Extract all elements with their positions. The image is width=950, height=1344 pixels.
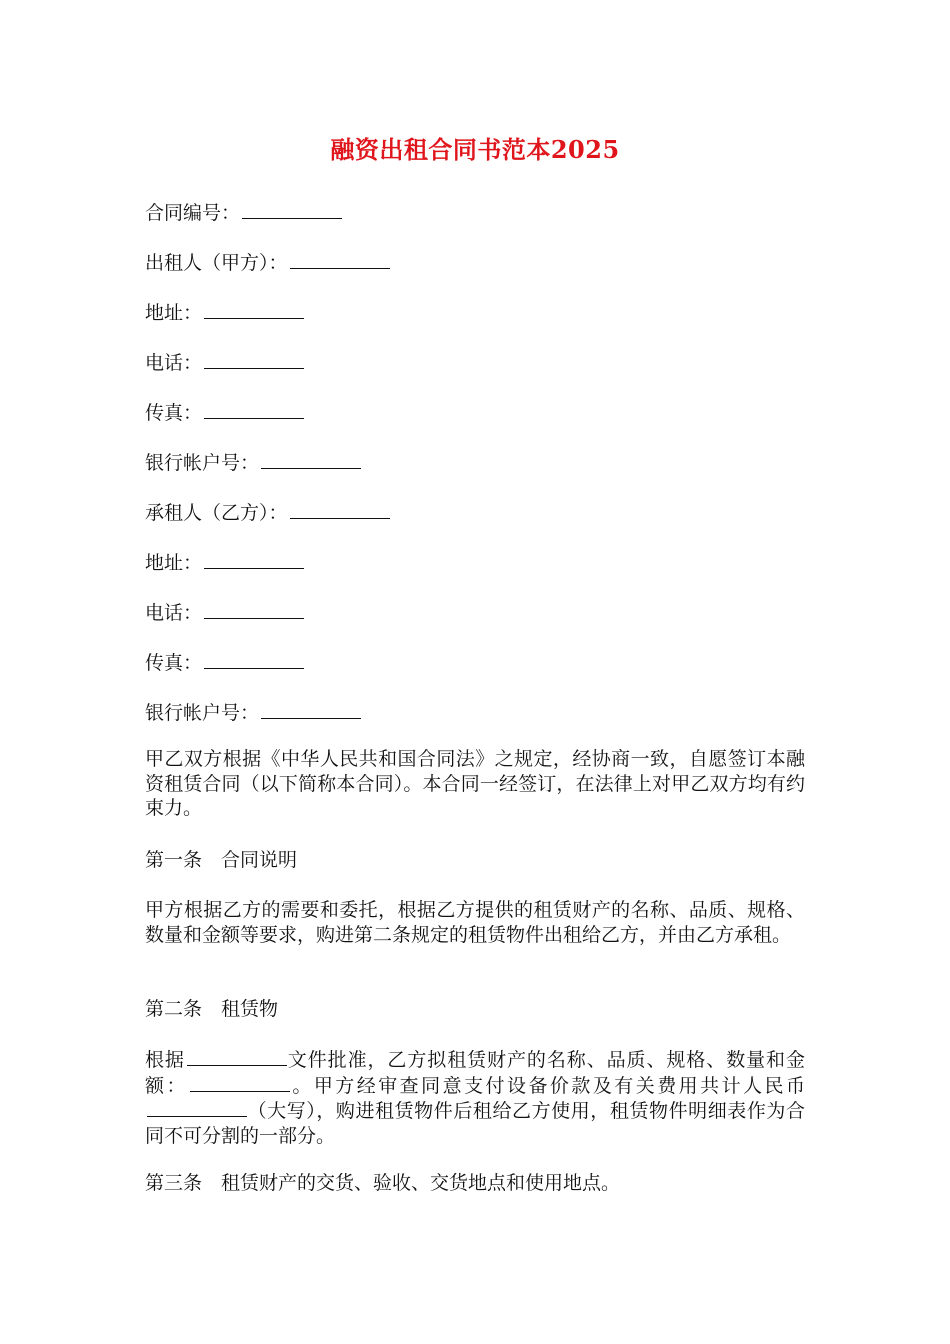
article-2-text: （大写），购进租赁物件后租给乙方使用，租赁物件明细表作为合同不可分割的一部分。 bbox=[145, 1100, 805, 1147]
article-2-text: 文件批准，乙方拟租赁财产的名称、品质、规格、数量和金额： bbox=[145, 1049, 805, 1097]
field-label: 承租人（乙方）： bbox=[145, 502, 288, 524]
field-label: 地址： bbox=[145, 302, 203, 324]
field-label: 银行帐户号： bbox=[145, 452, 260, 474]
field-label: 电话： bbox=[145, 352, 203, 374]
document-title: 融资出租合同书范本2025 bbox=[330, 135, 620, 164]
field-label: 银行帐户号： bbox=[145, 702, 260, 724]
field-lessee-fax bbox=[145, 650, 304, 676]
blank-line bbox=[147, 1098, 247, 1117]
article-1-body: 甲方根据乙方的需要和委托，根据乙方提供的租赁财产的名称、品质、规格、数量和金额等要求，购进第二条规定的租赁物件出租给乙方，并由乙方承租。 bbox=[145, 899, 805, 946]
field-lessee bbox=[145, 500, 390, 526]
blank-line bbox=[204, 650, 304, 669]
field-lessor-address bbox=[145, 300, 304, 326]
blank-line bbox=[261, 450, 361, 469]
field-label: 出租人（甲方）： bbox=[145, 252, 288, 274]
field-lessee-phone bbox=[145, 600, 304, 626]
blank-line bbox=[204, 400, 304, 419]
blank-line bbox=[242, 200, 342, 219]
article-3-heading: 第三条 租赁财产的交货、验收、交货地点和使用地点。 bbox=[145, 1172, 621, 1194]
blank-line bbox=[290, 500, 390, 519]
field-lessor-bank-account bbox=[145, 450, 361, 476]
article-2-text: 根据 bbox=[145, 1049, 185, 1071]
field-label: 传真： bbox=[145, 402, 203, 424]
blank-line bbox=[204, 600, 304, 619]
field-lessee-bank-account bbox=[145, 700, 361, 726]
field-lessor bbox=[145, 250, 390, 276]
blank-line bbox=[290, 250, 390, 269]
blank-line bbox=[187, 1047, 287, 1066]
field-lessor-phone bbox=[145, 350, 304, 376]
field-label: 传真： bbox=[145, 652, 203, 674]
article-2-heading: 第二条 租赁物 bbox=[145, 998, 279, 1020]
blank-line bbox=[204, 550, 304, 569]
blank-line bbox=[190, 1073, 290, 1092]
blank-line bbox=[261, 700, 361, 719]
article-1-heading: 第一条 合同说明 bbox=[145, 849, 298, 871]
field-lessor-fax bbox=[145, 400, 304, 426]
blank-line bbox=[204, 300, 304, 319]
field-lessee-address bbox=[145, 550, 304, 576]
field-contract-number bbox=[145, 200, 342, 226]
field-label: 合同编号： bbox=[145, 202, 241, 224]
field-label: 地址： bbox=[145, 552, 203, 574]
field-label: 电话： bbox=[145, 602, 203, 624]
article-2-body bbox=[145, 1047, 805, 1148]
blank-line bbox=[204, 350, 304, 369]
intro-paragraph: 甲乙双方根据《中华人民共和国合同法》之规定，经协商一致，自愿签订本融资租赁合同（以下简称本合同）。本合同一经签订，在法律上对甲乙双方均有约束力。 bbox=[145, 748, 805, 819]
article-2-text: 。甲方经审查同意支付设备价款及有关费用共计人民币 bbox=[289, 1074, 805, 1097]
